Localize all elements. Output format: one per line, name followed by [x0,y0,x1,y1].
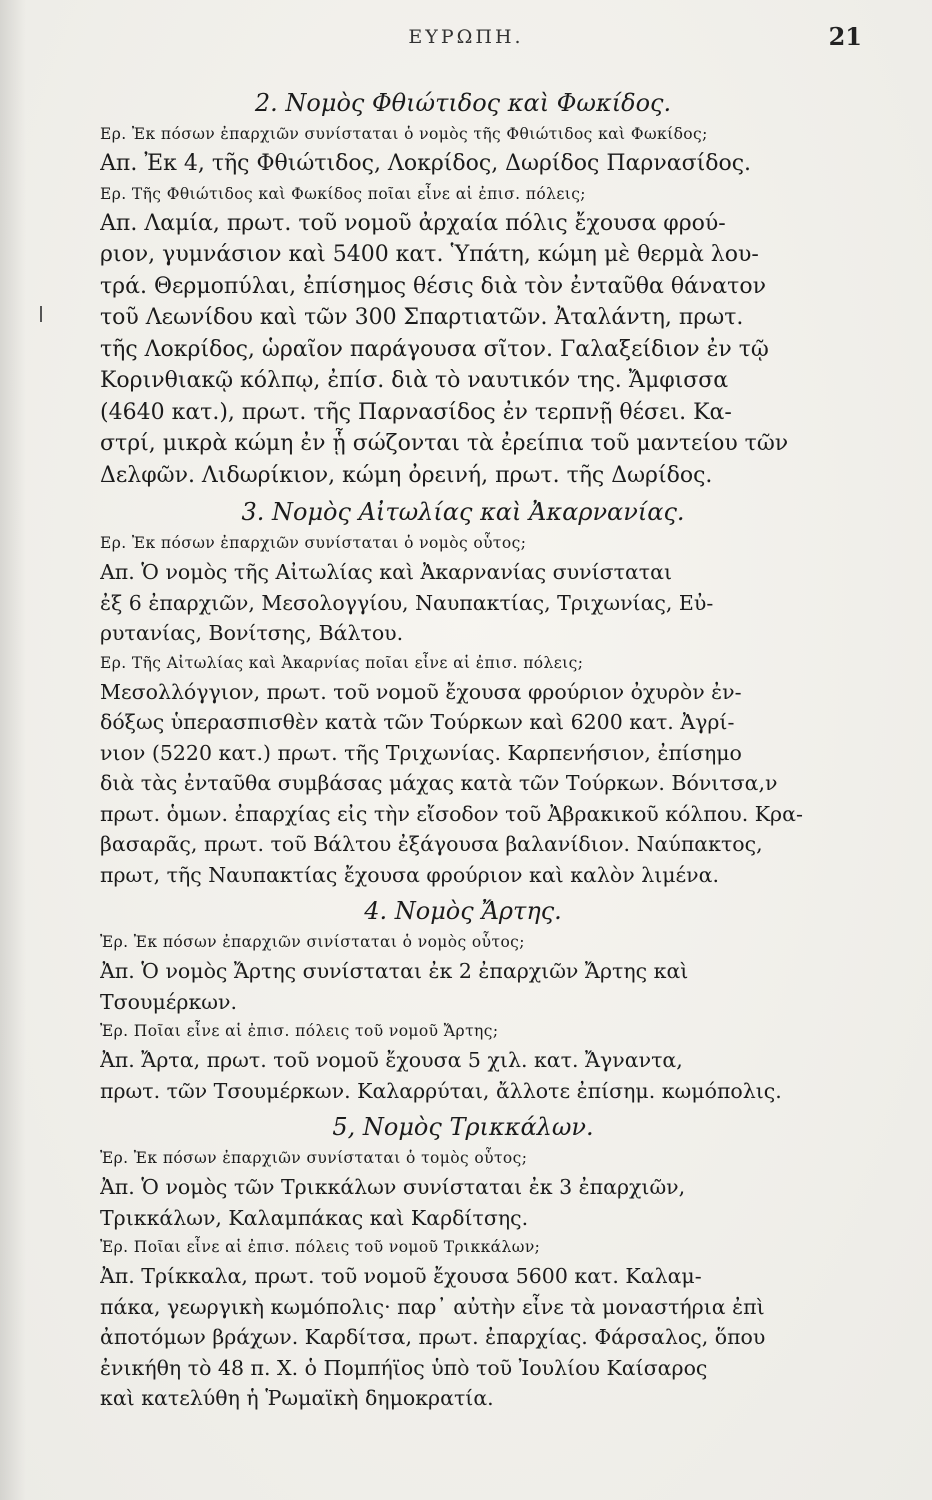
text-line: Ερ. Ἐκ πόσων ἐπαρχιῶν συνίσταται ὁ νομὸς τῆς Φθιώτιδος καὶ Φωκίδος; [100,125,708,143]
margin-mark [40,306,42,322]
text-line: Ἐρ. Ἐκ πόσων ἐπαρχιῶν συνίσταται ὁ τομὸς οὗτος; [100,1149,528,1167]
section-heading: 4. Νομὸς Ἄρτης. [364,897,562,925]
text-block [100,82,826,1416]
question-paragraph [100,531,826,555]
answer-paragraph [100,557,826,649]
text-line: τρά. Θερμοπύλαι, ἐπίσημος θέσις διὰ τὸν ἐνταῦθα θάνατον [100,273,766,299]
text-line: Δελφῶν. Λιδωρίκιον, κώμη ὀρεινή, πρωτ. τῆς Δωρίδος. [100,462,713,488]
question-paragraph [100,1235,826,1259]
question-paragraph [100,930,826,954]
text-line: (4640 κατ.), πρωτ. τῆς Παρνασίδος ἐν τερπνῇ θέσει. Κα- [100,399,732,425]
question-paragraph [100,651,826,675]
text-line: Ἀπ. Ὁ νομὸς τῶν Τρικκάλων συνίσταται ἐκ 3 ἐπαρχιῶν, [100,1175,686,1199]
text-line: Τσουμέρκων. [100,989,237,1014]
question-paragraph [100,1146,826,1170]
gutter-shadow [0,0,26,1500]
text-line: νιον (5220 κατ.) πρωτ. τῆς Τριχωνίας. Καρπενήσιον, ἐπίσημο [100,740,742,765]
section-heading: 5, Νομὸς Τρικκάλων. [332,1113,594,1141]
text-line: πρωτ. τῶν Τσουμέρκων. Καλαρρύται, ἄλλοτε ἐπίσημ. κωμόπολις. [100,1078,782,1103]
text-line: Ερ. Ἐκ πόσων ἐπαρχιῶν συνίσταται ὁ νομὸς οὗτος; [100,534,527,552]
text-line: πρωτ, τῆς Ναυπακτίας ἔχουσα φρούριον καὶ καλὸν λιμένα. [100,862,720,887]
text-line: ρυτανίας, Βονίτσης, Βάλτου. [100,621,404,645]
text-line: Ἀπ. Τρίκκαλα, πρωτ. τοῦ νομοῦ ἔχουσα 5600 κατ. Καλαμ- [100,1264,702,1288]
text-line: Μεσολλόγγιον, πρωτ. τοῦ νομοῦ ἔχουσα φρούριον ὀχυρὸν ἐν- [100,679,742,704]
answer-paragraph [100,1045,826,1106]
text-line: στρί, μικρὰ κώμη ἐν ᾗ σώζονται τὰ ἐρείπια τοῦ μαντείου τῶν [100,431,789,456]
text-line: Ερ. Τῆς Φθιώτιδος καὶ Φωκίδος ποῖαι εἶνε αἱ ἐπισ. πόλεις; [100,184,586,203]
text-line: Ἐρ. Ποῖαι εἶνε αἱ ἐπισ. πόλεις τοῦ νομοῦ Τρικκάλων; [100,1238,541,1256]
text-line: Τρικκάλων, Καλαμπάκας καὶ Καρδίτσης. [100,1205,529,1230]
text-line: Ἐρ. Ἐκ πόσων ἐπαρχιῶν σινίσταται ὁ νομὸς οὗτος; [100,933,525,951]
text-line: Κορινθιακῷ κόλπῳ, ἐπίσ. διὰ τὸ ναυτικόν της. Ἄμφισσα [100,368,729,393]
text-line: βασαρᾶς, πρωτ. τοῦ Βάλτου ἐξάγουσα βαλανίδιον. Ναύπακτος, [100,832,763,856]
text-line: Απ. Ὁ νομὸς τῆς Αἰτωλίας καὶ Ἀκαρνανίας συνίσταται [100,560,673,584]
text-line: δόξως ὑπερασπισθὲν κατὰ τῶν Τούρκων καὶ 6200 κατ. Ἀγρί- [100,710,735,734]
text-line: ἀποτόμων βράχων. Καρδίτσα, πρωτ. ἐπαρχίας. Φάρσαλος, ὅπου [100,1325,766,1349]
text-line: Απ. Ἐκ 4, τῆς Φθιώτιδος, Λοκρίδος, Δωρίδος Παρνασίδος. [100,151,752,176]
text-line: ἐνικήθη τὸ 48 π. Χ. ὁ Πομπήϊος ὑπὸ τοῦ Ἰουλίου Καίσαρος [100,1355,708,1380]
answer-paragraph [100,1261,826,1414]
text-line: Ἀπ. Ἄρτα, πρωτ. τοῦ νομοῦ ἔχουσα 5 χιλ. κατ. Ἄγναντα, [100,1048,683,1072]
text-line: πάκα, γεωργικὴ κωμόπολις· παρ᾽ αὐτὴν εἶνε τὰ μοναστήρια ἐπὶ [100,1294,765,1319]
page-number: 21 [828,22,862,51]
question-paragraph [100,182,826,206]
answer-paragraph [100,956,826,1017]
answer-paragraph [100,208,826,492]
text-line: καὶ κατελύθη ἡ Ῥωμαϊκὴ δημοκρατία. [100,1386,494,1410]
question-paragraph [100,122,826,146]
text-line: τοῦ Λεωνίδου καὶ τῶν 300 Σπαρτιατῶν. Ἀταλάντη, πρωτ. [100,305,744,330]
text-line: Απ. Λαμία, πρωτ. τοῦ νομοῦ ἀρχαία πόλις ἔχουσα φρού- [100,210,726,236]
text-line: πρωτ. ὁμων. ἐπαρχίας εἰς τὴν εἴσοδον τοῦ Ἀβρακικοῦ κόλπου. Κρα- [100,801,803,826]
running-head: ΕΥΡΩΠΗ. [408,26,524,48]
text-line: Ἐρ. Ποῖαι εἶνε αἱ ἐπισ. πόλεις τοῦ νομοῦ Ἄρτης; [100,1022,499,1040]
text-line: Ερ. Τῆς Αἰτωλίας καὶ Ἀκαρνίας ποῖαι εἶνε αἱ ἐπισ. πόλεις; [100,653,584,672]
text-line: ἐξ 6 ἐπαρχιῶν, Μεσολογγίου, Ναυπακτίας, Τριχωνίας, Εὐ- [100,590,714,615]
question-paragraph [100,1019,826,1043]
section-heading: 2. Νομὸς Φθιώτιδος καὶ Φωκίδος. [254,89,672,117]
answer-paragraph [100,1172,826,1233]
answer-paragraph [100,148,826,180]
section-heading: 3. Νομὸς Αἰτωλίας καὶ Ἀκαρνανίας. [241,498,685,526]
text-line: ριον, γυμνάσιον καὶ 5400 κατ. Ὑπάτη, κώμη μὲ θερμὰ λου- [100,242,759,267]
text-line: τῆς Λοκρίδος, ὡραῖον παράγουσα σῖτον. Γαλαξείδιον ἐν τῷ [100,336,769,362]
text-line: διὰ τὰς ἐνταῦθα συμβάσας μάχας κατὰ τῶν Τούρκων. Βόνιτσα,ν [100,771,778,795]
answer-paragraph [100,677,826,891]
text-line: Ἀπ. Ὁ νομὸς Ἄρτης συνίσταται ἐκ 2 ἐπαρχιῶν Ἄρτης καὶ [100,959,689,983]
